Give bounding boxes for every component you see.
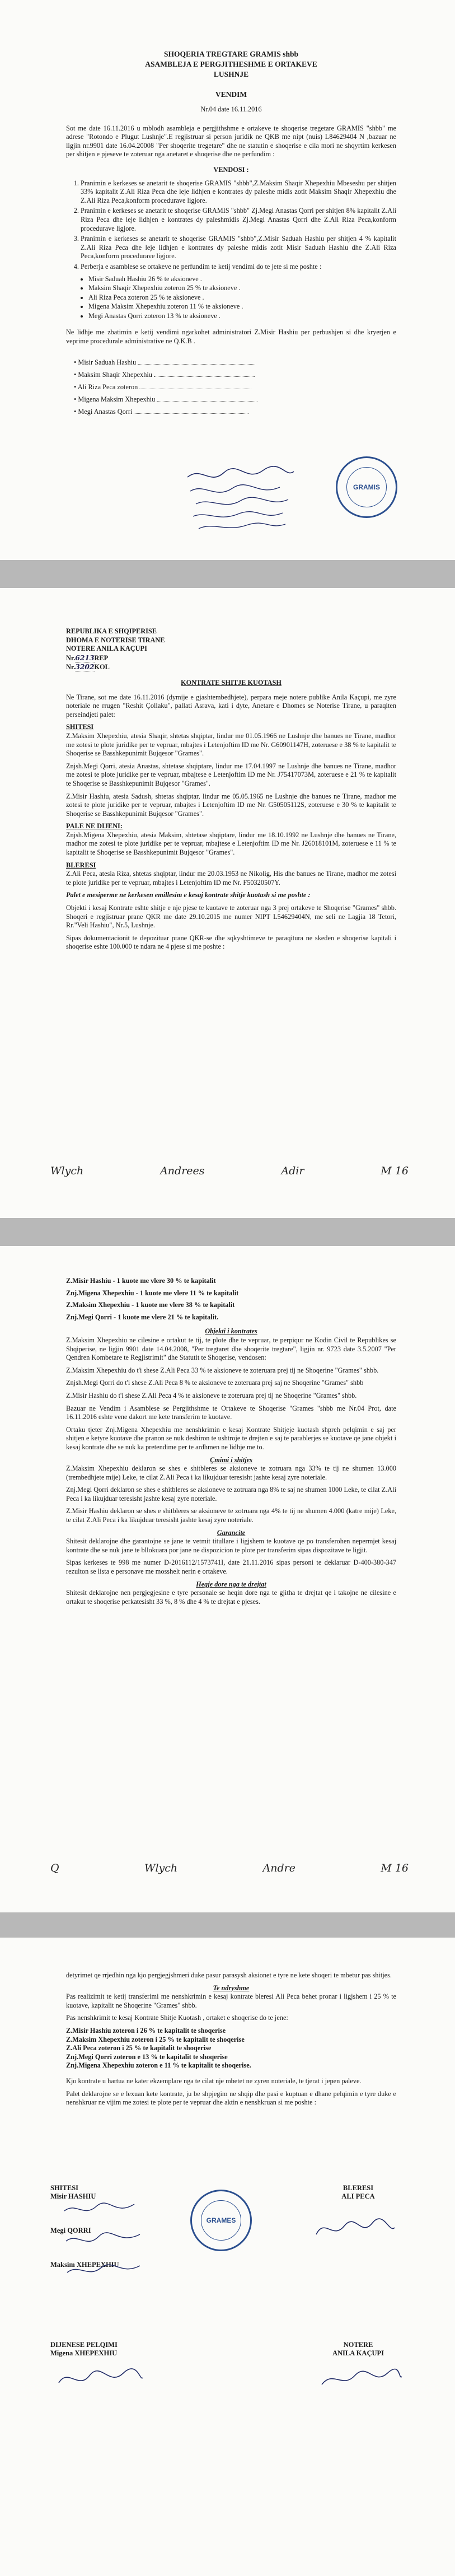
consent-signature-block — [50, 2341, 162, 2358]
object-clause: Z.Maksim Xhepexhiu do t'i shese Z.Ali Peca 33 % te aksioneve te zoteruara prej tij ne Shoqerine "Grames" shbb. — [66, 1366, 379, 1374]
page-3-footer-signatures — [50, 1862, 409, 1874]
page-3 — [0, 1246, 455, 1912]
contract-title: KONTRATE SHITJE KUOTASH — [181, 678, 282, 687]
buyer-paragraph: Z.Ali Peca, atesia Riza, shtetas shqiptar, lindur me 20.03.1953 ne Nikolig, His dhe banues ne Tirane, madhor me zotesi te plote juridike per te vepruar, mbajtes i Letenjoftim ID me Nr. F50320507Y. — [66, 870, 396, 886]
company-stamp — [190, 2190, 252, 2251]
member-item: • Migena Maksim Xhepexhiu zoteron 11 % te aksioneve . — [88, 302, 396, 311]
price-paragraph: Z.Maksim Xhepexhiu deklaron se shes e shitbleres se aksioneve te zotruara nga 33% te tij ne shumen 13.000 (trembedhjete mije) Leke, te cilat Z.Ali Peca i ka likujduar teresisht jashte kesaj zyre noteriale. — [66, 1464, 396, 1481]
object-clause: Znjsh.Megi Qorri do t'i shese Z.Ali Peca 8 % te aksioneve te zoteruara prej saj ne Shoqerine "Grames" shbb — [66, 1379, 364, 1387]
decided-heading: VENDOSI : — [213, 165, 249, 174]
kol-number — [66, 662, 396, 672]
footer-signature: M 16 — [381, 1862, 409, 1874]
consent-paragraph: Ortaku tjeter Znj.Migena Xhepexhiu me nenshkrimin e kesaj Kontrate Shitjeje kuotash shpreh pelqimin e saj per shitjen e ketyre kuotave dhe pranon se nuk deshiron te ushtroje te drejten e saj te parablerjes se kuotave qe jane objekt i kesaj kontrate dhe se nuk ka pretendime per te ardhmen ne lidhje me to. — [66, 1425, 396, 1451]
city-title: LUSHNJE — [213, 70, 249, 78]
waiver-heading: Hegje dore nga te drejtat — [196, 1580, 266, 1588]
company-title: SHOQERIA TREGTARE GRAMIS shbb — [164, 50, 298, 58]
decision-intro: Sot me date 16.11.2016 u mblodh asambleja e pergjithshme e ortakeve te shoqerise tregetare GRAMIS "shbb" me adrese "Rotondo e Plugut Lushnje".E regjistruar si person juridik ne QKB me nipt (nuis) L84629404 N ,bazuar ne ligjin nr.9901 date 16.04.20008 "Per shoqerite tregetare" dhe ne statutin e shoqerise e cila mori ne shqyrtim kerkesen per shitjen e pjeseve te zoteruar nga anetaret e shoqerise dhe ne perfundim : — [66, 124, 396, 158]
sellers-heading: SHITESI — [66, 723, 94, 731]
page-1 — [0, 0, 455, 560]
consent-label: DIJENESE PELQIMI — [50, 2341, 118, 2349]
rights-paragraph: Pas realizimit te ketij transferimi me nenshkrimin e kesaj kontrate bleresi Ali Peca behet pronar i ligjshem i 25 % te kuotave, kapitalit ne Shoqerine "Grames" shbb. — [66, 1992, 396, 2009]
seller-name: Misir HASHIU — [50, 2192, 96, 2200]
price-paragraph: Znj.Megi Qorri deklaron se shes e shitbleres se aksioneve te zotruara nga 8% te saj ne shumen 1000 Leke, te cilat Z.Ali Peca i ka likujduar teresisht jashte kesaj zyre noteriale. — [66, 1486, 396, 1502]
misc-heading: Te ndryshme — [213, 1984, 250, 1992]
buyer-handwritten-signature — [313, 2212, 397, 2246]
handwritten-signatures — [185, 466, 297, 533]
seller-name: Maksim XHEPEXHIU — [50, 2261, 119, 2269]
signatory-name: Megi Anastas Qorri — [78, 407, 133, 416]
share-item: Znj.Migena Xhepexhiu - 1 kuote me vlere 11 % te kapitalit — [66, 1289, 239, 1297]
read-paragraph: Palet deklarojne se e lexuan kete kontrate, ju be shpjegim ne shqip dhe pasi e kuptuan e dhane pelqimin e tyre duke e nenshkruar ne vijim me zotesi te plote per te vepruar dhe aktin e nenshkruan si me poshte : — [66, 2089, 396, 2107]
page-3-body — [66, 1277, 396, 1610]
page-2-body — [66, 627, 396, 955]
assembly-title: ASAMBLEJA E PERGJITHESHME E ORTAKEVE — [145, 60, 317, 68]
bank-paragraph: Sipas kerkeses te 998 me numer D-2016112/1573741I, date 21.11.2016 sipas personi te deklaruar D-400-380-347 rezulton se lista e personave me mosshelt nerin e ortakeve. — [66, 1558, 396, 1576]
final-share-item: Z.Ali Peca zoteron i 25 % te kapitalit te shoqerise — [66, 2044, 212, 2052]
contract-intro: Ne Tirane, sot me date 16.11.2016 (dymije e gjashtembedhjete), perpara meje notere publike Anila Kaçupi, me zyre noteriale ne rrugen "Reshit Çollaku", pallati Asrava, kati i dyte, Anetare e Dhomes se Noterise Tirane, u paraqiten perseindjeti palet: — [66, 693, 396, 718]
copies-paragraph: Kjo kontrate u hartua ne kater ekzemplare nga te cilat nje mbetet ne zyren noteriale, te tjerat i jepen paleve. — [66, 2076, 362, 2085]
member-item: • Maksim Shaqir Xhepexhiu zoteron 25 % te aksioneve . — [88, 284, 396, 293]
footer-signature: Adir — [281, 1165, 304, 1177]
buyer-signature-block — [313, 2184, 403, 2201]
agreement-line: Palet e mesiperme ne kerkesen emillesim e kesaj kontrate shitje kuotash si me poshte : — [66, 891, 311, 899]
signatory-row: • Megi Anastas Qorri — [74, 408, 396, 420]
kol-value: 3202 — [75, 662, 95, 671]
notary-handwritten-signature — [319, 2363, 403, 2397]
member-list — [66, 275, 396, 321]
seller-name: Megi QORRI — [50, 2227, 91, 2234]
footer-signature: Wlych — [144, 1862, 178, 1874]
page-4-body — [66, 1971, 396, 2111]
page-2 — [0, 588, 455, 1218]
buyer-label: BLERESI — [343, 2184, 374, 2192]
signatory-row: • Misir Saduah Hashiu — [74, 358, 396, 371]
basis-paragraph: Bazuar ne Vendim i Asamblese se Pergjithshme te Ortakeve te Shoqerise "Grames "shbb me Nr.04 Prot, date 16.11.2016 eshte vene dakort me kete transferim te kuotave. — [66, 1404, 396, 1421]
seller-paragraph: Znjsh.Megi Qorri, atesia Anastas, shtetase shqiptare, lindur me 17.04.1997 ne Lushnje dhe banues ne Tirane, madhor me zotesi te plote juridike per te vepruar, mbajtese e Letenjoftim ID me Nr. J75417073M, zoteruese e 21 % te kapitalit te Shoqerise se Basshkepunimit Bujqesor "Grames". — [66, 762, 396, 787]
rep-number — [66, 654, 396, 663]
signatory-name: Ali Riza Peca zoteron — [77, 382, 138, 391]
signatory-row: • Ali Riza Peca zoteron — [74, 383, 396, 395]
republic-title: REPUBLIKA E SHQIPERISE — [66, 627, 157, 635]
decision-number: Nr.04 date 16.11.2016 — [200, 105, 262, 113]
final-shareholders — [66, 2027, 396, 2070]
sellers-label: SHITESI — [50, 2184, 79, 2192]
footer-signature: Wlych — [50, 1165, 84, 1177]
final-share-item: Z.Maksim Xhepexhiu zoteron i 25 % te kapitalit te shoqerise — [66, 2035, 245, 2043]
rep-value: 6213 — [75, 653, 95, 662]
capital-paragraph: Sipas dokumentacionit te depozituar prane QKR-se dhe sqkyshtimeve te paraqitura ne skeden e shoqerise kapitali i shoqerise eshte 100.000 te ndara ne 4 pjese si me poshte : — [66, 934, 396, 951]
member-item: • Megi Anastas Qorri zoteron 13 % te aksioneve . — [88, 312, 396, 321]
sellers-handwritten-signatures — [62, 2201, 146, 2279]
waiver-paragraph: Shitesit deklarojne nen pergjegjesine e tyre personale se heqin dore nga te gjitha te drejtat qe i takojne ne cilesine e ortakut te shoqerise perkatesisht 33 %, 8 % dhe 4 % te drejtat e pjeses. — [66, 1589, 396, 1606]
page-1-body — [66, 49, 396, 420]
buyer-name: ALI PECA — [341, 2192, 375, 2200]
member-item: • Ali Riza Peca zoteron 25 % te aksioneve . — [88, 293, 396, 302]
buyer-heading: BLERESI — [66, 861, 96, 869]
stamp-text: GRAMES — [201, 2200, 241, 2241]
object-heading: Objekti i kontrates — [205, 1327, 257, 1336]
share-item: Znj.Megi Qorri - 1 kuote me vlere 21 % te kapitalit. — [66, 1313, 219, 1321]
signatory-name: Migena Maksim Xhepexhiu — [78, 395, 156, 403]
notary-signature-block — [313, 2341, 403, 2358]
rep-suffix: REP — [94, 654, 109, 662]
chamber-title: DHOMA E NOTERISE TIRANE — [66, 636, 165, 644]
rep-label: Nr. — [66, 654, 76, 662]
signatory-row: • Migena Maksim Xhepexhiu — [74, 395, 396, 408]
decision-item: 1. Pranimin e kerkeses se anetarit te shoqerise GRAMIS "shbb",Z.Maksim Shaqir Xhepexhiu Mbeseshu per shitjen 33% kapitalit Z.Ali Riza Peca dhe leje lidhjen e kontrates dy paleshe midis zotit Maksim Shaqir Xhepexhiu dhe Z.Ali Riza Peca,konform procedurave ligjore. — [81, 179, 396, 206]
final-share-item: Znj.Migena Xhepexhiu zoteron e 11 % te kapitalit te shoqerise. — [66, 2061, 251, 2070]
stamp-text: GRAMIS — [346, 467, 387, 507]
decision-title: VENDIM — [215, 90, 247, 99]
footer-signature: M 16 — [381, 1165, 409, 1177]
final-share-item: Z.Misir Hashiu zoteron i 26 % te kapitalit te shoqerise — [66, 2026, 226, 2034]
share-list — [66, 1277, 396, 1322]
final-share-item: Znj.Megi Qorri zoteron e 13 % te kapitalit te shoqerise — [66, 2052, 228, 2061]
object-text: Z.Maksim Xhepexhiu ne cilesine e ortakut te tij, te plote dhe te vepruar, te perpiqur ne Kodin Civil te Republikes se Shqiperise, ne ligjin 9901 date 14.04.2008, "Per tregtaret dhe shoqerite tregtare", ligjin nr. 9723 date 3.5.2007 "Per Qendren Kombetare te Regjistrimit" dhe Statutit te Shoqerise, vendosen: — [66, 1336, 396, 1362]
kol-label: Nr. — [66, 663, 76, 671]
decision-items — [66, 179, 396, 272]
seller-paragraph: Z.Maksim Xhepexhiu, atesia Shaqir, shtetas shqiptar, lindur me 01.05.1966 ne Lushnje dhe banues ne Tirane, madhor me zotesi te plote juridike per te vepruar, mbajtes i Letenjoftim ID me Nr. G60901147H, zoteruese e 38 % te kapitalit te Shoqerise se Basshkepunimit Bujqesor "Grames". — [66, 731, 396, 758]
seller-paragraph: Z.Misir Hashiu, atesia Sadush, shtetas shqiptar, lindur me 05.05.1965 ne Lushnje dhe banues ne Tirane, madhor me zotesi te plote juridike per te vepruar, mbajtes i Letenjoftim ID me Nr. G50505112S, zoteruese e 30 % te kapitalit te Shoqerise se Basshkepunimit Bujqesor "Grames". — [66, 792, 396, 818]
object-clause: Z.Misir Hashiu do t'i shese Z.Ali Peca 4 % te aksioneve te zoteruara prej tij ne Shoqerine "Grames" shbb. — [66, 1391, 357, 1399]
decision-item: 3. Pranimin e kerkeses se anetarit te shoqerise GRAMIS "shbb",Z.Misir Saduah Hashiu per shitjen 4 % kapitalit Z.Ali Riza Peca dhe leje lidhjen e kontrates dy paleshe midis zotit Misir Saduah Hashiu dhe Z.Ali Riza Peca,konform procedurave ligjore. — [81, 235, 396, 261]
share-item: Z.Misir Hashiu - 1 kuote me vlere 30 % te kapitalit — [66, 1277, 216, 1285]
page-4 — [0, 1938, 455, 2576]
object-paragraph: Objekti i kesaj Kontrate eshte shitje e nje pjese te kuotave te zoteruar nga 3 prej ortakeve te Shoqerise "Grames" shbb. Shoqeri e regjistruar prane QKR me date 29.10.2015 me numer NIPT L54629404N, me seli ne Lagjia 18 Tetori, Rr."Veli Hashiu", Nr.5, Lushnje. — [66, 904, 396, 930]
price-heading: Çmimi i shitjes — [210, 1455, 252, 1464]
consent-name: Migena XHEPEXHIU — [50, 2349, 118, 2357]
decision-item: 4. Perberja e asamblese se ortakeve ne perfundim te ketij vendimi do te jete si me poshte : — [81, 263, 396, 272]
third-party-heading: PALE NE DIJENI: — [66, 822, 123, 830]
decision-item: 2. Pranimin e kerkeses se anetarit te shoqerise GRAMIS "shbb" Zj.Megi Anastas Qorri per shitjen 8% kapitalit Z.Ali Riza Peca dhe leje lidhjen e kontrates dy paleshmidis Zj.Megi Anastas Qorri dhe Z.Ali Riza Peca,konform procedurave ligjore. — [81, 207, 396, 233]
notary-name: ANILA KAÇUPI — [332, 2349, 384, 2357]
share-item: Z.Maksim Xhepexhiu - 1 kuote me vlere 38 % te kapitalit — [66, 1301, 235, 1309]
signatory-name: Maksim Shaqir Xhepexhiu — [78, 370, 152, 379]
signatory-list — [66, 358, 396, 420]
signatory-name: Misir Saduah Hashiu — [78, 358, 137, 366]
company-stamp — [336, 456, 397, 518]
page-2-footer-signatures — [50, 1165, 409, 1177]
footer-signature: Andrees — [160, 1165, 205, 1177]
kol-suffix: KOL — [94, 663, 110, 671]
guarantee-paragraph: Shitesit deklarojne dhe garantojne se jane te vetmit titullare i ligjshem te kuotave qe po transferohen nepermjet kesaj kontrate dhe se nuk jane te bllokuara por jane ne dispozicion te plote per transferim sipas dispozitave te ligjit. — [66, 1537, 396, 1554]
summary-paragraph: Pas nenshkrimit te kesaj Kontrate Shitje Kuotash , ortaket e shoqerise do te jene: — [66, 2014, 288, 2022]
member-item: • Misir Saduah Hashiu 26 % te aksioneve . — [88, 275, 396, 284]
consent-handwritten-signature — [56, 2363, 146, 2397]
footer-signature: Andre — [262, 1862, 295, 1874]
signatory-row: • Maksim Shaqir Xhepexhiu — [74, 371, 396, 383]
notary-label: NOTERE — [343, 2341, 373, 2349]
lead-paragraph: detyrimet qe rrjedhin nga kjo pergjegjshmeri duke pasur parasysh aksionet e tyre ne kete shoqeri te mbetur pas shitjes. — [66, 1971, 392, 1979]
decision-closing: Ne lidhje me zbatimin e ketij vendimi ngarkohet administratori Z.Misir Hashiu per perbushjen si dhe kryerjen e veprime procedurale administrative ne Q.K.B . — [66, 328, 396, 346]
guarantee-heading: Garancite — [217, 1528, 246, 1537]
third-party-paragraph: Znjsh.Migena Xhepexhiu, atesia Maksim, shtetase shqiptare, lindur me 18.10.1992 ne Lushnje dhe banues ne Tirane, madhor me zotesi te plote juridike per te vepruar, mbajtese e Letenjoftim ID me Nr. J26018101M, zoteruese e 11 % te kapitalit te Shoqerise se Basshkepunimit Bujqesor "Grames". — [66, 830, 396, 857]
price-paragraph: Z.Misir Hashiu deklaron se shes e shitbleres se aksioneve te zotruara nga 4% te tij ne shumen 4.000 (katre mije) Leke, te cilat Z.Ali Peca i ka likujduar teresisht jashte kesaj zyre noteriale. — [66, 1507, 396, 1524]
footer-signature: Q — [50, 1862, 59, 1874]
notary-title: NOTERE ANILA KAÇUPI — [66, 645, 147, 653]
